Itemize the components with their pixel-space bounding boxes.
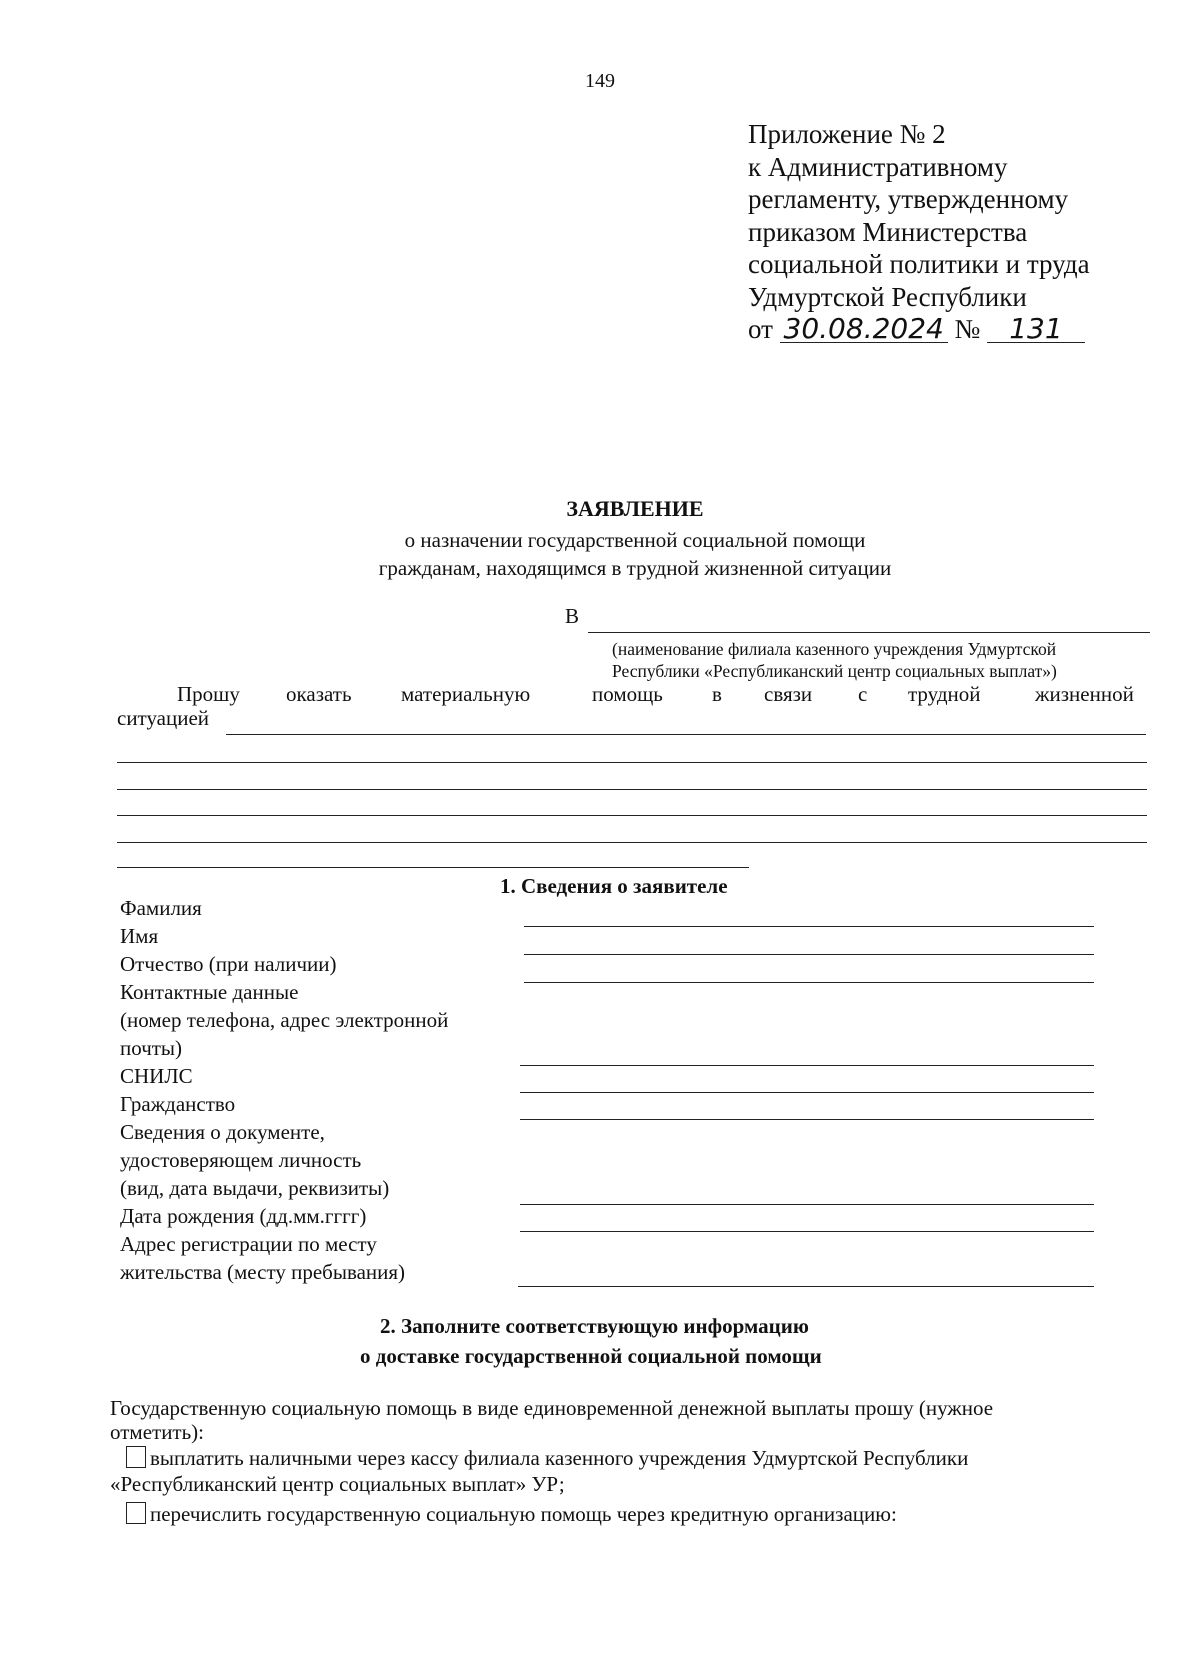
request-word: в [712,682,722,706]
field-label-id-document: удостоверяющем личность [120,1148,362,1172]
appendix-line: приказом Министерства [748,216,1028,247]
order-number: 131 [987,316,1085,343]
id-document-field[interactable] [520,1204,1094,1205]
field-label-birth-date: Дата рождения (дд.мм.гггг) [120,1204,367,1228]
section2-title-line1: 2. Заполните соответствующую информацию [380,1314,809,1338]
field-label-address: Адрес регистрации по месту [120,1232,377,1256]
snils-field[interactable] [520,1092,1094,1093]
section1-title: 1. Сведения о заявителе [500,874,728,898]
field-label-patronymic: Отчество (при наличии) [120,952,337,976]
appendix-line: к Административному [748,151,1008,182]
field-label-id-document: Сведения о документе, [120,1120,325,1144]
address-field[interactable] [518,1286,1094,1287]
branch-note-line2: Республики «Республиканский центр социальных выплат») [612,661,1057,681]
option-cash-checkbox[interactable] [126,1446,146,1468]
field-label-contacts-note: (номер телефона, адрес электронной [120,1008,449,1032]
number-sign: № [954,314,981,344]
request-word: оказать [286,682,352,706]
appendix-header [748,118,1090,346]
appendix-line: социальной политики и труда [748,249,1090,279]
section2-intro-line1: Государственную социальную помощь в виде единовременной денежной выплаты прошу (нужное [110,1396,994,1420]
patronymic-field[interactable] [524,982,1094,983]
situation-line[interactable] [117,762,1147,763]
situation-line[interactable] [117,867,749,868]
situation-line[interactable] [226,734,1146,735]
field-label-name: Имя [120,924,159,948]
request-word: помощь [592,682,663,706]
request-word: с [858,682,868,706]
field-label-contacts-note: почты) [120,1036,183,1060]
option-cash-label-line2: «Республиканский центр социальных выплат» УР; [110,1472,565,1496]
field-label-snils: СНИЛС [120,1064,193,1088]
appendix-line: Удмуртской Республики [748,281,1027,312]
order-date: 30.08.2024 [780,316,948,343]
branch-name-line[interactable] [588,632,1150,633]
from-label: от [748,314,773,344]
field-label-id-document: (вид, дата выдачи, реквизиты) [120,1176,390,1200]
request-word: жизненной [1035,682,1134,706]
situation-line[interactable] [117,815,1147,816]
option-bank-transfer-label: перечислить государственную социальную помощь через кредитную организацию: [150,1502,897,1526]
name-field[interactable] [524,954,1094,955]
request-word: трудной [908,682,981,706]
section2-title-line2: о доставке государственной социальной помощи [360,1344,822,1368]
field-label-surname: Фамилия [120,896,202,920]
situation-line[interactable] [117,789,1147,790]
request-word: связи [764,682,813,706]
request-word: ситуацией [117,706,210,730]
field-label-address: жительства (месту пребывания) [120,1260,406,1284]
page-number: 149 [585,70,615,92]
citizenship-field[interactable] [520,1119,1094,1120]
field-label-citizenship: Гражданство [120,1092,236,1116]
option-cash-label-line1: выплатить наличными через кассу филиала казенного учреждения Удмуртской Республики [150,1446,969,1470]
order-date-line [748,313,1090,346]
appendix-line: Приложение № 2 [748,119,946,149]
field-label-contacts: Контактные данные [120,980,299,1004]
section2-intro-line2: отметить): [110,1420,205,1444]
request-word: материальную [401,682,531,706]
birth-date-field[interactable] [520,1231,1094,1232]
document-title: ЗАЯВЛЕНИЕ [566,496,704,521]
option-bank-transfer-checkbox[interactable] [126,1502,146,1524]
situation-line[interactable] [117,842,1147,843]
branch-note-line1: (наименование филиала казенного учреждения Удмуртской [612,639,1057,659]
to-label: В [565,604,580,628]
surname-field[interactable] [524,926,1094,927]
appendix-line: регламенту, утвержденному [748,184,1069,214]
document-subtitle-line1: о назначении государственной социальной помощи [404,528,866,552]
contacts-field[interactable] [520,1065,1094,1066]
request-word: Прошу [177,682,240,706]
document-subtitle-line2: гражданам, находящимся в трудной жизненной ситуации [378,556,892,580]
